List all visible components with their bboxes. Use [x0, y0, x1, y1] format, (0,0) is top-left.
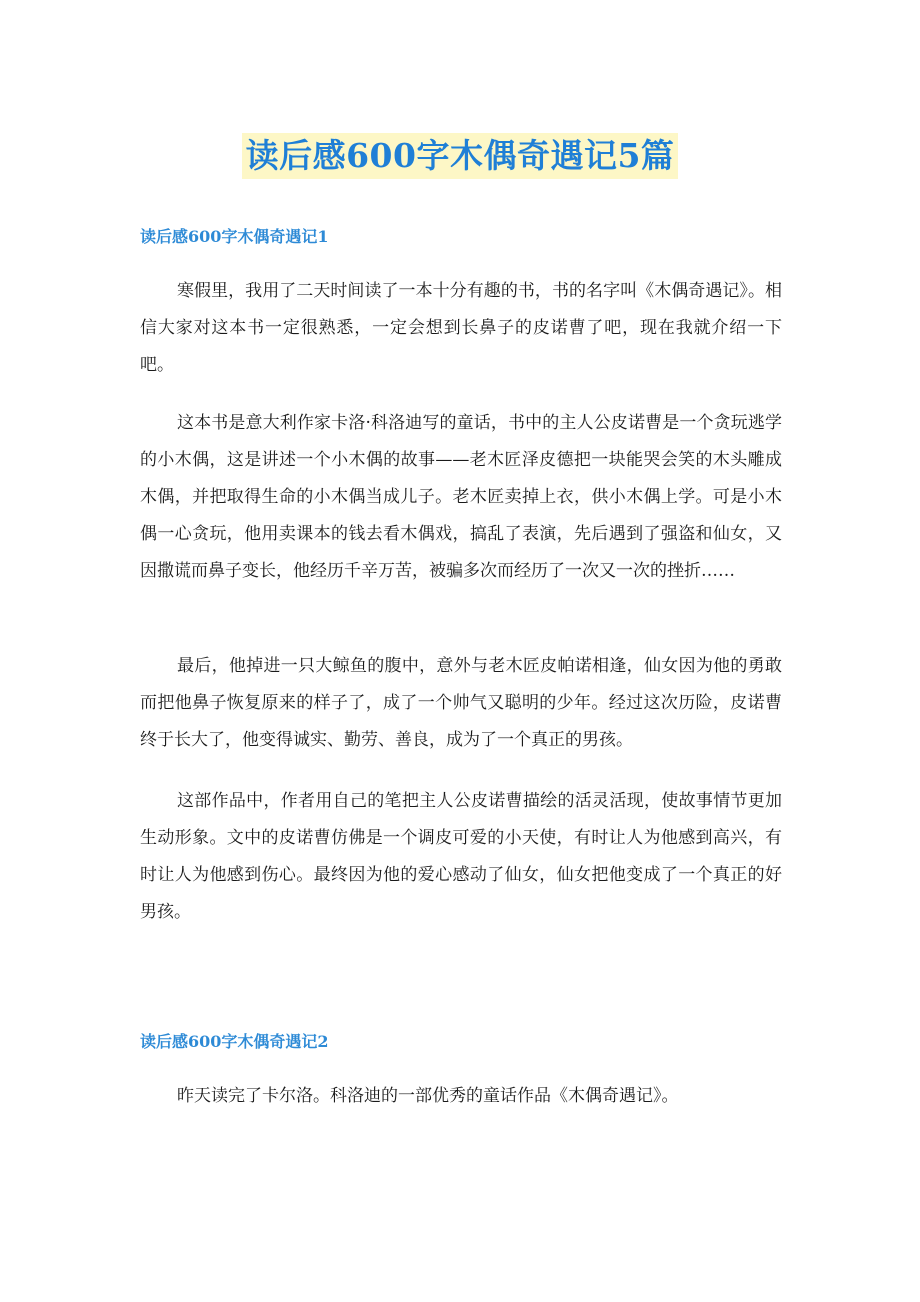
paragraph-1-3: 最后，他掉进一只大鲸鱼的腹中，意外与老木匠皮帕诺相逢，仙女因为他的勇敢而把他鼻子恢复原来的样子了，成了一个帅气又聪明的少年。经过这次历险，皮诺曹终于长大了，他变得诚实、勤劳、善良，成为了一个真正的男孩。	[140, 656, 782, 750]
document-title: 读后感600字木偶奇遇记5篇	[242, 133, 679, 179]
title-container	[0, 133, 920, 179]
section-heading-1: 读后感600字木偶奇遇记1	[140, 227, 329, 246]
section-heading-2: 读后感600字木偶奇遇记2	[140, 1032, 329, 1051]
paragraph-1-4: 这部作品中，作者用自己的笔把主人公皮诺曹描绘的活灵活现，使故事情节更加生动形象。文中的皮诺曹仿佛是一个调皮可爱的小天使，有时让人为他感到高兴，有时让人为他感到伤心。最终因为他的爱心感动了仙女，仙女把他变成了一个真正的好男孩。	[140, 791, 782, 922]
paragraph-2-1: 昨天读完了卡尔洛。科洛迪的一部优秀的童话作品《木偶奇遇记》。	[177, 1086, 679, 1106]
paragraph-1-2: 这本书是意大利作家卡洛·科洛迪写的童话，书中的主人公皮诺曹是一个贪玩逃学的小木偶，这是讲述一个小木偶的故事——老木匠泽皮德把一块能哭会笑的木头雕成木偶，并把取得生命的小木偶当成儿子。老木匠卖掉上衣，供小木偶上学。可是小木偶一心贪玩，他用卖课本的钱去看木偶戏，搞乱了表演，先后遇到了强盗和仙女，又因撒谎而鼻子变长，他经历千辛万苦，被骗多次而经历了一次又一次的挫折……	[140, 413, 782, 581]
paragraph-1-1: 寒假里，我用了二天时间读了一本十分有趣的书，书的名字叫《木偶奇遇记》。相信大家对这本书一定很熟悉，一定会想到长鼻子的皮诺曹了吧，现在我就介绍一下吧。	[140, 281, 782, 375]
